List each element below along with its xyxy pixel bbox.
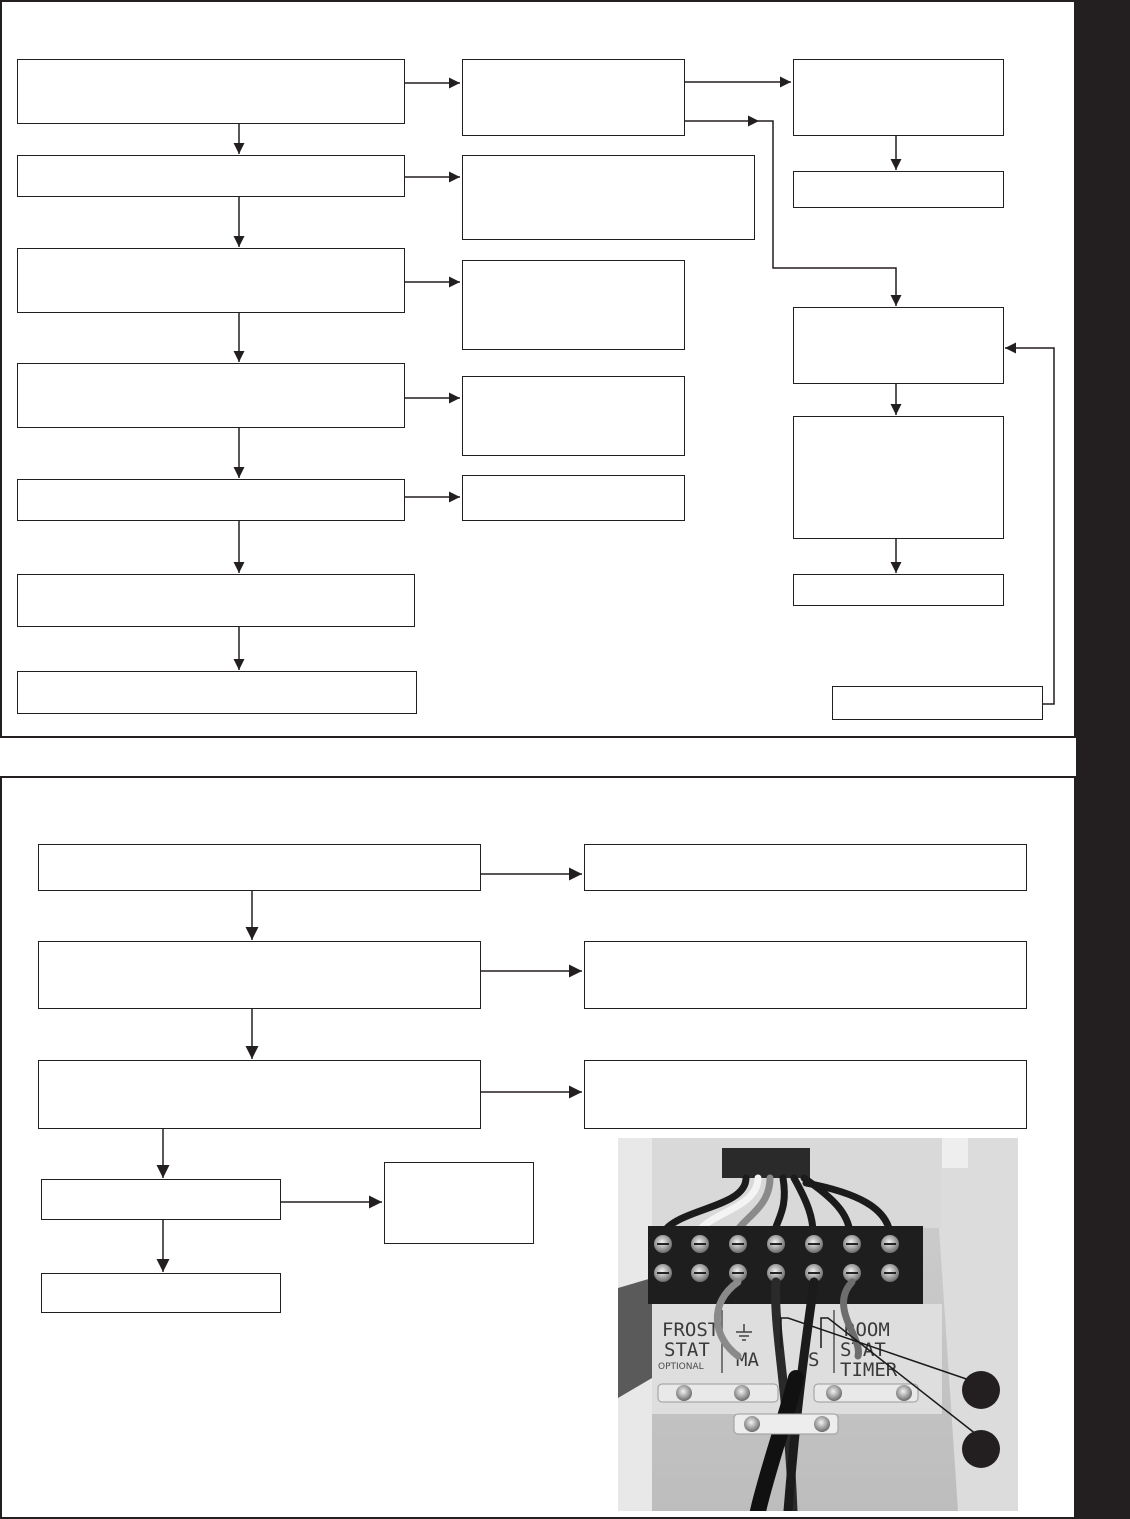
callout-marker-b	[962, 1430, 1000, 1468]
label-room: ROOM	[844, 1319, 890, 1341]
label-frost: FROST	[662, 1319, 720, 1341]
branch-connector	[759, 121, 896, 306]
label-mains-s: S	[808, 1349, 820, 1371]
label-mains-ma: MA	[736, 1349, 759, 1371]
callout-marker-a	[962, 1371, 1000, 1409]
loop-back-connector	[1040, 348, 1054, 704]
label-frost-stat: STAT	[664, 1339, 710, 1361]
page-edge-tab	[1076, 0, 1130, 1519]
label-timer: TIMER	[840, 1359, 898, 1381]
terminal-block-photo	[618, 1138, 1018, 1511]
label-room-stat: STAT	[840, 1339, 886, 1361]
label-frost-optional: OPTIONAL	[658, 1362, 704, 1372]
